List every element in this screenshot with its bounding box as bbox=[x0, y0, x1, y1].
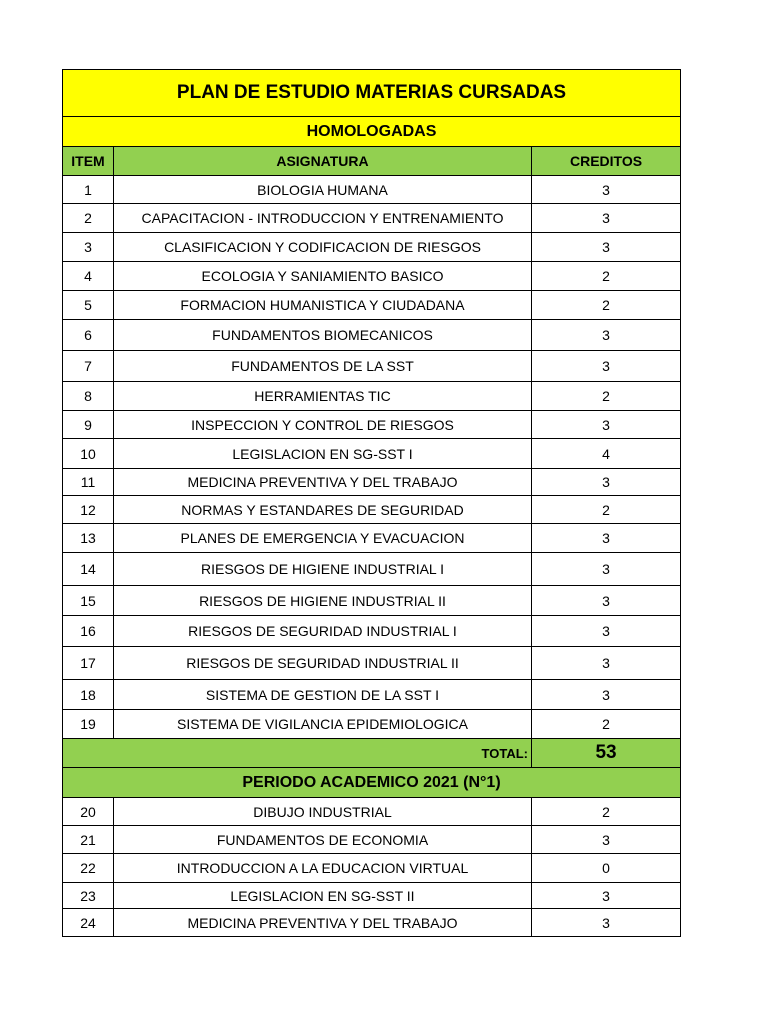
table-row bbox=[63, 382, 681, 411]
cell-item: 11 bbox=[63, 469, 114, 496]
table-row bbox=[63, 204, 681, 233]
table-row bbox=[63, 496, 681, 524]
table-row bbox=[63, 439, 681, 469]
cell-asignatura: ECOLOGIA Y SANIAMIENTO BASICO bbox=[114, 262, 532, 291]
cell-asignatura: NORMAS Y ESTANDARES DE SEGURIDAD bbox=[114, 496, 532, 524]
cell-item: 5 bbox=[63, 291, 114, 320]
cell-asignatura: RIESGOS DE HIGIENE INDUSTRIAL I bbox=[114, 553, 532, 586]
cell-item: 9 bbox=[63, 411, 114, 439]
cell-item: 14 bbox=[63, 553, 114, 586]
header-item: ITEM bbox=[63, 147, 114, 176]
table-row bbox=[63, 320, 681, 351]
total-row bbox=[63, 739, 681, 768]
cell-item: 15 bbox=[63, 586, 114, 616]
cell-item: 3 bbox=[63, 233, 114, 262]
cell-asignatura: MEDICINA PREVENTIVA Y DEL TRABAJO bbox=[114, 909, 532, 937]
cell-creditos: 2 bbox=[532, 382, 681, 411]
cell-asignatura: MEDICINA PREVENTIVA Y DEL TRABAJO bbox=[114, 469, 532, 496]
table-row bbox=[63, 262, 681, 291]
cell-asignatura: HERRAMIENTAS TIC bbox=[114, 382, 532, 411]
cell-creditos: 3 bbox=[532, 680, 681, 710]
table-row bbox=[63, 351, 681, 382]
table-row bbox=[63, 469, 681, 496]
cell-asignatura: FUNDAMENTOS BIOMECANICOS bbox=[114, 320, 532, 351]
cell-item: 24 bbox=[63, 909, 114, 937]
table-row bbox=[63, 854, 681, 883]
cell-creditos: 3 bbox=[532, 524, 681, 553]
table-row bbox=[63, 411, 681, 439]
cell-asignatura: PLANES DE EMERGENCIA Y EVACUACION bbox=[114, 524, 532, 553]
cell-creditos: 3 bbox=[532, 411, 681, 439]
table-row bbox=[63, 883, 681, 909]
table-row bbox=[63, 553, 681, 586]
cell-item: 10 bbox=[63, 439, 114, 469]
study-plan-table bbox=[62, 69, 681, 937]
cell-asignatura: FUNDAMENTOS DE ECONOMIA bbox=[114, 826, 532, 854]
cell-item: 20 bbox=[63, 798, 114, 826]
section-header-row bbox=[63, 768, 681, 798]
cell-creditos: 2 bbox=[532, 496, 681, 524]
cell-asignatura: SISTEMA DE VIGILANCIA EPIDEMIOLOGICA bbox=[114, 710, 532, 739]
table-row bbox=[63, 798, 681, 826]
table-row bbox=[63, 524, 681, 553]
section-periodo: PERIODO ACADEMICO 2021 (N°1) bbox=[63, 768, 681, 798]
cell-creditos: 4 bbox=[532, 439, 681, 469]
cell-item: 13 bbox=[63, 524, 114, 553]
cell-creditos: 3 bbox=[532, 351, 681, 382]
cell-asignatura: RIESGOS DE HIGIENE INDUSTRIAL II bbox=[114, 586, 532, 616]
table-row bbox=[63, 680, 681, 710]
total-label: TOTAL: bbox=[63, 739, 532, 768]
cell-creditos: 2 bbox=[532, 291, 681, 320]
total-value: 53 bbox=[532, 739, 681, 768]
cell-creditos: 3 bbox=[532, 320, 681, 351]
table-row bbox=[63, 710, 681, 739]
cell-item: 17 bbox=[63, 647, 114, 680]
cell-item: 16 bbox=[63, 616, 114, 647]
cell-creditos: 3 bbox=[532, 883, 681, 909]
cell-creditos: 3 bbox=[532, 233, 681, 262]
cell-item: 1 bbox=[63, 176, 114, 204]
cell-item: 12 bbox=[63, 496, 114, 524]
table-row bbox=[63, 233, 681, 262]
cell-item: 21 bbox=[63, 826, 114, 854]
cell-creditos: 2 bbox=[532, 798, 681, 826]
cell-creditos: 3 bbox=[532, 616, 681, 647]
cell-item: 19 bbox=[63, 710, 114, 739]
cell-asignatura: LEGISLACION EN SG-SST I bbox=[114, 439, 532, 469]
cell-creditos: 3 bbox=[532, 586, 681, 616]
cell-asignatura: CAPACITACION - INTRODUCCION Y ENTRENAMIENTO bbox=[114, 204, 532, 233]
column-header-row bbox=[63, 147, 681, 176]
cell-asignatura: INTRODUCCION A LA EDUCACION VIRTUAL bbox=[114, 854, 532, 883]
cell-item: 7 bbox=[63, 351, 114, 382]
sheet-title: PLAN DE ESTUDIO MATERIAS CURSADAS bbox=[63, 70, 681, 117]
table-row bbox=[63, 909, 681, 937]
section-header-row bbox=[63, 117, 681, 147]
header-asignatura: ASIGNATURA bbox=[114, 147, 532, 176]
cell-asignatura: INSPECCION Y CONTROL DE RIESGOS bbox=[114, 411, 532, 439]
header-creditos: CREDITOS bbox=[532, 147, 681, 176]
table-row bbox=[63, 291, 681, 320]
table-row bbox=[63, 176, 681, 204]
cell-creditos: 3 bbox=[532, 909, 681, 937]
cell-item: 8 bbox=[63, 382, 114, 411]
title-row bbox=[63, 70, 681, 117]
cell-creditos: 3 bbox=[532, 647, 681, 680]
cell-creditos: 2 bbox=[532, 710, 681, 739]
cell-asignatura: FUNDAMENTOS DE LA SST bbox=[114, 351, 532, 382]
cell-creditos: 3 bbox=[532, 204, 681, 233]
cell-asignatura: CLASIFICACION Y CODIFICACION DE RIESGOS bbox=[114, 233, 532, 262]
table-row bbox=[63, 826, 681, 854]
section-homologadas: HOMOLOGADAS bbox=[63, 117, 681, 147]
cell-item: 23 bbox=[63, 883, 114, 909]
table-row bbox=[63, 616, 681, 647]
table-row bbox=[63, 647, 681, 680]
cell-asignatura: DIBUJO INDUSTRIAL bbox=[114, 798, 532, 826]
cell-asignatura: LEGISLACION EN SG-SST II bbox=[114, 883, 532, 909]
cell-creditos: 2 bbox=[532, 262, 681, 291]
cell-asignatura: RIESGOS DE SEGURIDAD INDUSTRIAL II bbox=[114, 647, 532, 680]
table-row bbox=[63, 586, 681, 616]
cell-creditos: 0 bbox=[532, 854, 681, 883]
cell-creditos: 3 bbox=[532, 826, 681, 854]
cell-item: 2 bbox=[63, 204, 114, 233]
cell-asignatura: FORMACION HUMANISTICA Y CIUDADANA bbox=[114, 291, 532, 320]
cell-asignatura: BIOLOGIA HUMANA bbox=[114, 176, 532, 204]
cell-asignatura: SISTEMA DE GESTION DE LA SST I bbox=[114, 680, 532, 710]
cell-item: 4 bbox=[63, 262, 114, 291]
cell-creditos: 3 bbox=[532, 176, 681, 204]
cell-asignatura: RIESGOS DE SEGURIDAD INDUSTRIAL I bbox=[114, 616, 532, 647]
cell-item: 22 bbox=[63, 854, 114, 883]
cell-creditos: 3 bbox=[532, 469, 681, 496]
cell-item: 18 bbox=[63, 680, 114, 710]
cell-creditos: 3 bbox=[532, 553, 681, 586]
cell-item: 6 bbox=[63, 320, 114, 351]
